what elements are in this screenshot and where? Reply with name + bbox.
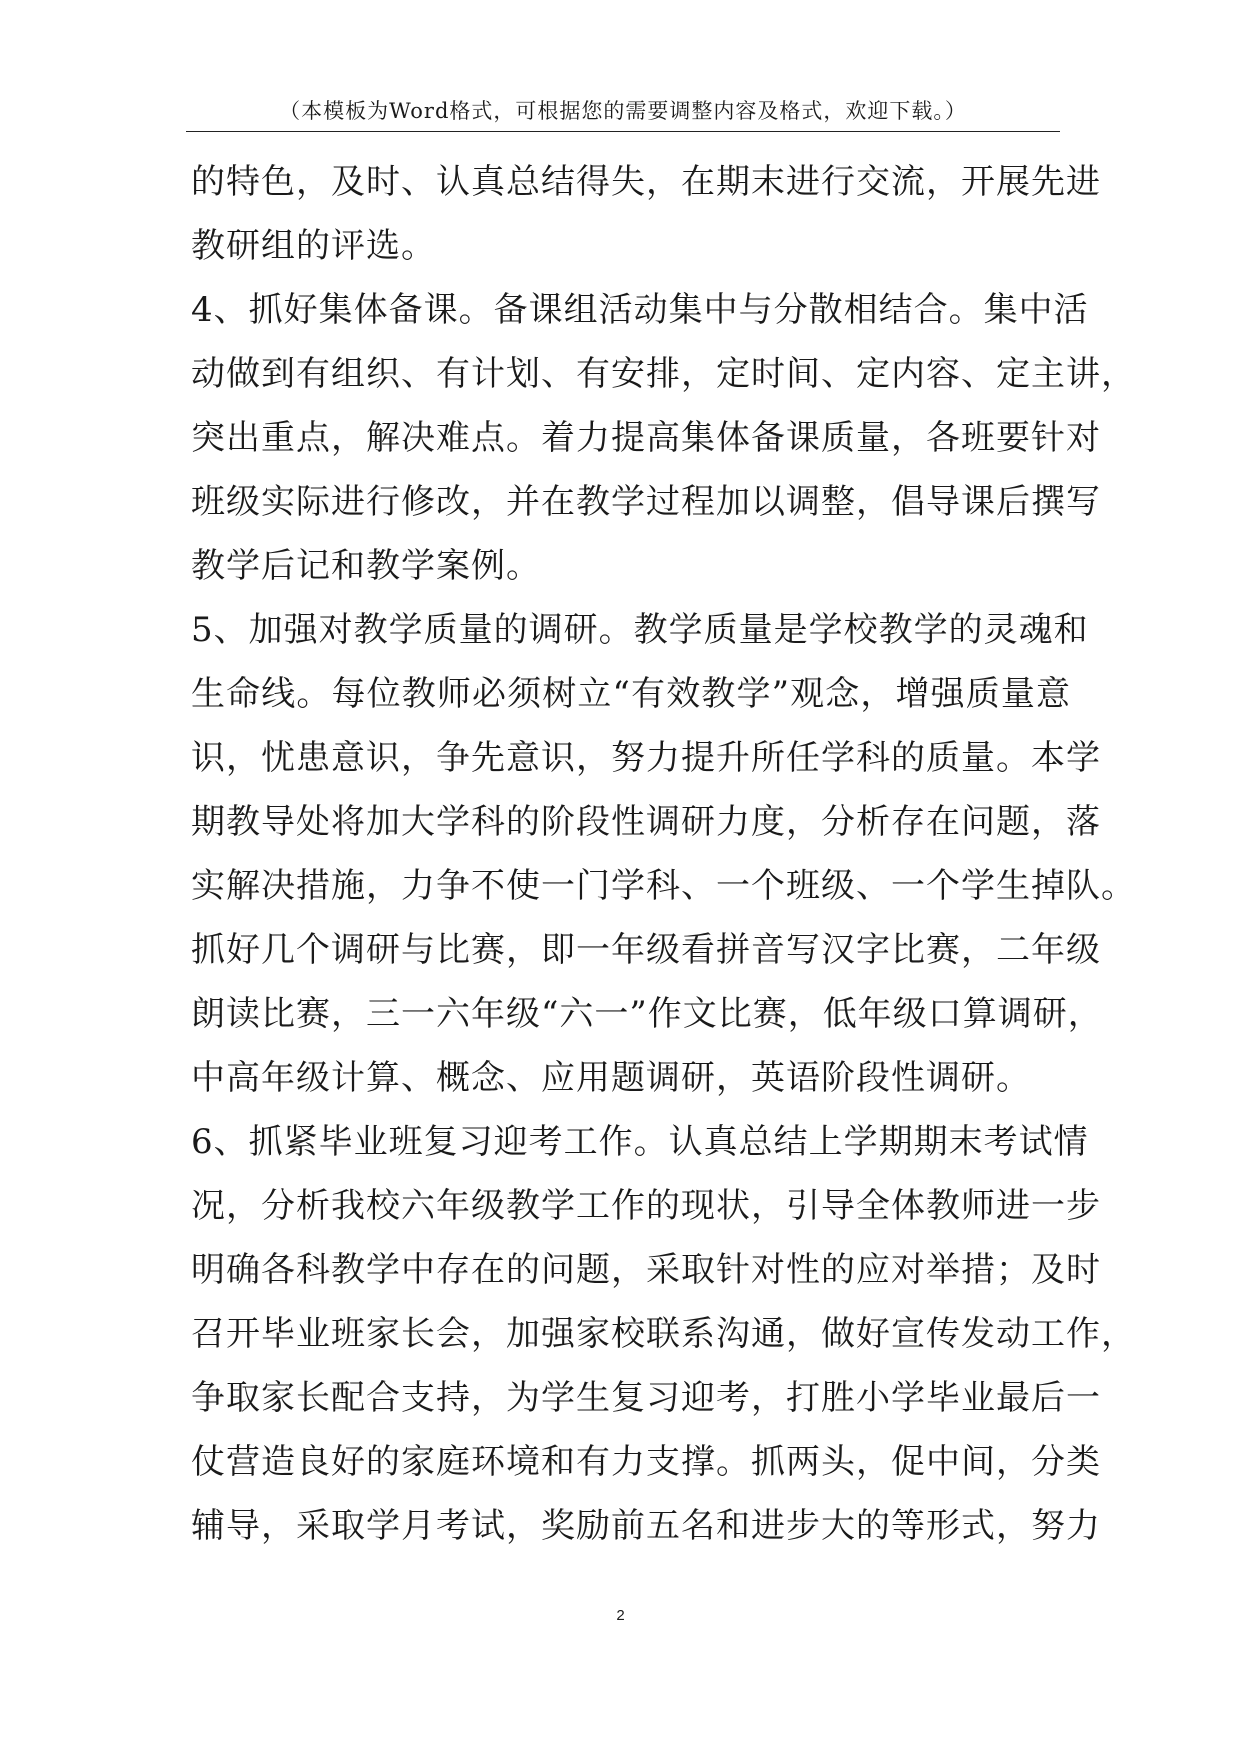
paragraph-line: 教研组的评选。 [191,226,436,266]
paragraph-line: 期教导处将加大学科的阶段性调研力度，分析存在问题，落 [191,802,1101,842]
document-body [191,150,1136,1558]
paragraph-line: 生命线。每位教师必须树立“有效教学”观念，增强质量意 [191,674,1071,714]
paragraph-line: 召开毕业班家长会，加强家校联系沟通，做好宣传发动工作， [191,1314,1136,1354]
paragraph-line: 中高年级计算、概念、应用题调研，英语阶段性调研。 [191,1058,1031,1098]
paragraph-line: 辅导，采取学月考试，奖励前五名和进步大的等形式，努力 [191,1506,1101,1546]
header-divider [186,131,1060,132]
paragraph-line: 4、抓好集体备课。备课组活动集中与分散相结合。集中活 [191,290,1089,330]
paragraph-line: 仗营造良好的家庭环境和有力支撑。抓两头，促中间，分类 [191,1442,1101,1482]
paragraph-line: 动做到有组织、有计划、有安排，定时间、定内容、定主讲， [191,354,1136,394]
paragraph-line: 朗读比赛，三一六年级“六一”作文比赛，低年级口算调研， [191,994,1103,1034]
paragraph-line: 实解决措施，力争不使一门学科、一个班级、一个学生掉队。 [191,866,1136,906]
paragraph-line: 5、加强对教学质量的调研。教学质量是学校教学的灵魂和 [191,610,1089,650]
paragraph-line: 班级实际进行修改，并在教学过程加以调整，倡导课后撰写 [191,482,1101,522]
paragraph-line: 6、抓紧毕业班复习迎考工作。认真总结上学期期末考试情 [191,1122,1089,1162]
paragraph-line: 况，分析我校六年级教学工作的现状，引导全体教师进一步 [191,1186,1101,1226]
paragraph-line: 争取家长配合支持，为学生复习迎考，打胜小学毕业最后一 [191,1378,1101,1418]
paragraph-line: 的特色，及时、认真总结得失，在期末进行交流，开展先进 [191,162,1101,202]
paragraph-line: 教学后记和教学案例。 [191,546,541,586]
paragraph-line: 明确各科教学中存在的问题，采取针对性的应对举措；及时 [191,1250,1101,1290]
header-note: （本模板为Word格式，可根据您的需要调整内容及格式，欢迎下载。） [279,99,967,123]
page-number: 2 [616,1607,625,1624]
paragraph-line: 突出重点，解决难点。着力提高集体备课质量，各班要针对 [191,418,1101,458]
paragraph-line: 抓好几个调研与比赛，即一年级看拼音写汉字比赛，二年级 [191,930,1101,970]
paragraph-line: 识，忧患意识，争先意识，努力提升所任学科的质量。本学 [191,738,1101,778]
